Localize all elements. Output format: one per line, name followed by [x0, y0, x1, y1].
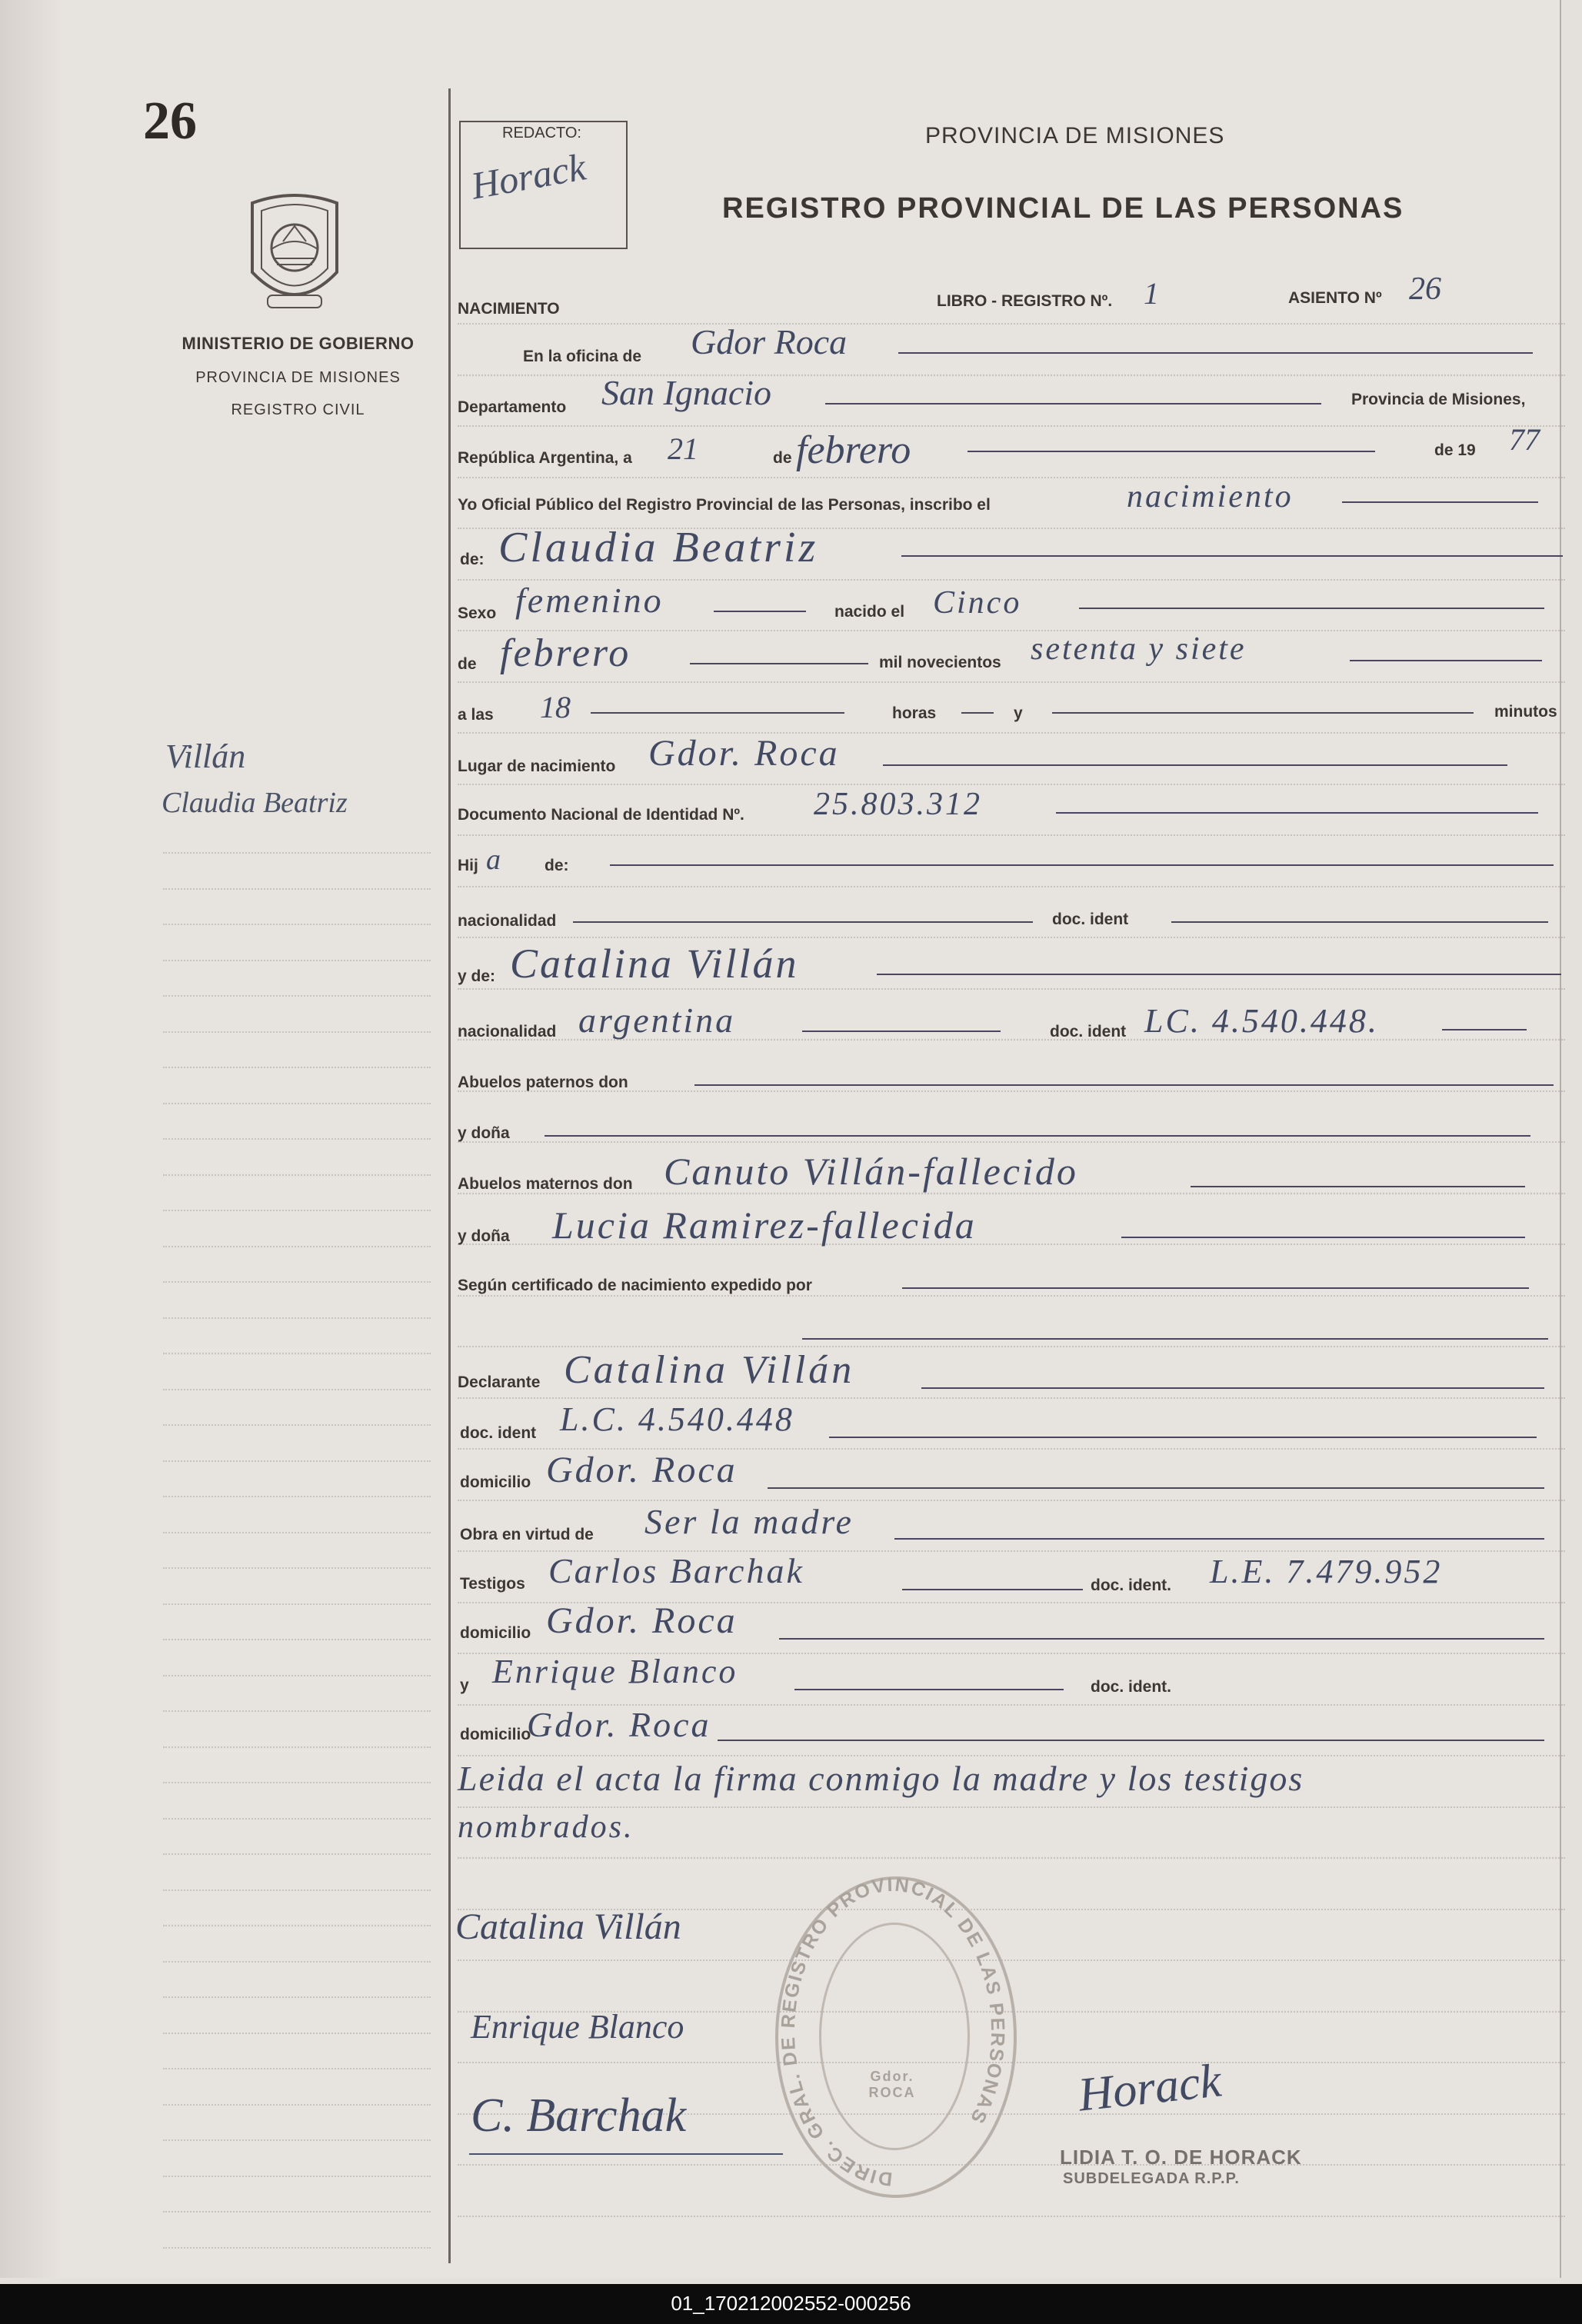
fill-line — [968, 451, 1375, 452]
ministry-office: REGISTRO CIVIL — [231, 401, 365, 418]
margin-ruled-line — [163, 960, 431, 961]
margin-ruled-line — [163, 2176, 431, 2177]
margin-ruled-line — [163, 924, 431, 925]
doc-declarante-value: L.C. 4.540.448 — [560, 1400, 794, 1438]
dni-value: 25.803.312 — [814, 787, 982, 822]
signature-witness-2: Enrique Blanco — [471, 2008, 684, 2046]
ministry-province: PROVINCIA DE MISIONES — [195, 369, 401, 386]
fill-line — [802, 1338, 1548, 1340]
fill-line — [591, 712, 844, 714]
fill-line — [694, 1084, 1554, 1086]
margin-ruled-line — [163, 1389, 431, 1390]
form-ruled-line — [458, 477, 1565, 478]
margin-ruled-line — [163, 1031, 431, 1033]
domicilio-testigo1-value: Gdor. Roca — [546, 1600, 738, 1641]
record-type-label: NACIMIENTO — [458, 300, 560, 318]
fill-line — [1056, 812, 1538, 814]
fill-line — [1079, 608, 1544, 609]
footer-file-id: 01_170212002552-000256 — [671, 2292, 911, 2315]
nombre-value: Claudia Beatriz — [498, 524, 819, 571]
form-ruled-line — [458, 1500, 1565, 1501]
birth-month-value: febrero — [500, 631, 631, 675]
declarante-value: Catalina Villán — [564, 1348, 855, 1392]
form-ruled-line — [458, 886, 1565, 887]
hours-value: 18 — [540, 690, 571, 724]
y-dona-materna-label: y doña — [458, 1227, 510, 1245]
declarante-label: Declarante — [458, 1373, 541, 1391]
domicilio-value: Gdor. Roca — [546, 1450, 738, 1490]
margin-ruled-line — [163, 2211, 431, 2212]
margin-ruled-line — [163, 2139, 431, 2141]
form-ruled-line — [458, 323, 1565, 325]
lugar-value: Gdor. Roca — [648, 733, 840, 774]
margin-ruled-line — [163, 1067, 431, 1068]
de-label: de — [773, 449, 792, 467]
official-title: SUBDELEGADA R.P.P. — [1063, 2170, 1240, 2187]
year-value: 77 — [1509, 422, 1540, 457]
birth-year-value: setenta y siete — [1031, 631, 1247, 667]
certificado-label: Según certificado de nacimiento expedido por — [458, 1277, 812, 1294]
margin-ruled-line — [163, 1746, 431, 1748]
margin-ruled-line — [163, 1281, 431, 1283]
form-ruled-line — [458, 937, 1565, 938]
fill-line — [877, 974, 1561, 975]
margin-ruled-line — [163, 1818, 431, 1820]
signature-witness-1: C. Barchak — [471, 2089, 687, 2142]
asiento-label: ASIENTO Nº — [1288, 289, 1382, 307]
testigos-label: Testigos — [460, 1575, 525, 1593]
page-number: 26 — [143, 92, 197, 151]
domicilio-testigo2-label: domicilio — [460, 1726, 531, 1743]
hija-de-label: de: — [545, 857, 569, 874]
margin-ruled-line — [163, 1925, 431, 1926]
margin-ruled-line — [163, 1996, 431, 1998]
form-ruled-line — [458, 1806, 1565, 1808]
form-ruled-line — [458, 1755, 1565, 1756]
margin-ruled-line — [163, 1424, 431, 1426]
form-ruled-line — [458, 988, 1565, 990]
doc-ident-testigo2-label: doc. ident. — [1091, 1678, 1171, 1696]
fill-line — [768, 1487, 1544, 1489]
lugar-label: Lugar de nacimiento — [458, 757, 616, 775]
margin-ruled-line — [163, 2247, 431, 2249]
margin-ruled-line — [163, 1567, 431, 1569]
fill-line — [902, 1287, 1529, 1289]
fill-line — [1342, 501, 1538, 503]
margin-ruled-line — [163, 1782, 431, 1783]
nacido-label: nacido el — [834, 603, 905, 621]
margin-ruled-line — [163, 1675, 431, 1676]
fill-line — [898, 352, 1533, 354]
obra-label: Obra en virtud de — [460, 1526, 594, 1543]
y-dona-label: y doña — [458, 1124, 510, 1142]
fill-line — [894, 1538, 1544, 1540]
margin-ruled-line — [163, 995, 431, 997]
svg-text:DIREC. GRAL. DE REGISTRO PROVI — [778, 1876, 1008, 2189]
fill-line — [1191, 1186, 1525, 1187]
fill-line — [921, 1387, 1544, 1389]
fill-line — [902, 1589, 1083, 1590]
madre-value: Catalina Villán — [510, 941, 799, 987]
margin-ruled-line — [163, 1138, 431, 1140]
sexo-value: femenino — [515, 581, 664, 620]
form-ruled-line — [458, 834, 1565, 836]
mil-novecientos-label: mil novecientos — [879, 654, 1001, 671]
fill-line — [1350, 660, 1542, 661]
redacto-signature: Horack — [468, 145, 589, 208]
margin-ruled-line — [163, 1460, 431, 1462]
fill-line — [825, 403, 1321, 405]
fill-line — [718, 1740, 1544, 1741]
closing-line-1: Leida el acta la firma conmigo la madre y los testigos — [458, 1759, 1304, 1798]
margin-ruled-line — [163, 1853, 431, 1855]
testigo1-value: Carlos Barchak — [548, 1551, 804, 1590]
fill-line — [794, 1689, 1064, 1690]
fill-line — [545, 1135, 1530, 1137]
hija-label: Hij — [458, 857, 478, 874]
doc-testigo1-value: L.E. 7.479.952 — [1210, 1553, 1443, 1590]
stamp-ring-text — [775, 1876, 1011, 2192]
day-value: 21 — [668, 431, 698, 466]
doc-ident-madre-label: doc. ident — [1050, 1023, 1127, 1040]
horas-label: horas — [892, 704, 937, 722]
fill-line — [779, 1638, 1544, 1640]
margin-ruled-line — [163, 1961, 431, 1963]
signature-mother: Catalina Villán — [455, 1906, 681, 1947]
oficial-statement-label: Yo Oficial Público del Registro Provincial de las Personas, inscribo el — [458, 496, 991, 514]
form-ruled-line — [458, 1959, 1565, 1961]
signature-official: Horack — [1075, 2054, 1224, 2122]
fill-line — [829, 1437, 1537, 1438]
doc-ident-declarante-label: doc. ident — [460, 1424, 537, 1442]
fill-line — [1442, 1029, 1527, 1030]
dni-label: Documento Nacional de Identidad Nº. — [458, 806, 744, 824]
domicilio-label: domicilio — [460, 1473, 531, 1491]
form-ruled-line — [458, 1397, 1565, 1399]
fill-line — [1052, 712, 1474, 714]
page-edge — [1560, 0, 1561, 2278]
margin-ruled-line — [163, 1317, 431, 1319]
domicilio-testigo2-value: Gdor. Roca — [527, 1705, 711, 1744]
doc-madre-value: LC. 4.540.448. — [1144, 1002, 1379, 1040]
asiento-value: 26 — [1409, 271, 1441, 307]
nacionalidad-madre-label: nacionalidad — [458, 1023, 557, 1040]
form-ruled-line — [458, 732, 1565, 734]
nombre-label: de: — [460, 551, 485, 568]
month-value: febrero — [796, 428, 911, 472]
oficina-label: En la oficina de — [523, 348, 642, 365]
hija-suffix: a — [486, 844, 501, 876]
departamento-label: Departamento — [458, 398, 567, 416]
margin-ruled-line — [163, 1174, 431, 1176]
margin-ruled-line — [163, 1103, 431, 1104]
header-registry-title: REGISTRO PROVINCIAL DE LAS PERSONAS — [722, 192, 1404, 225]
fill-line — [610, 864, 1554, 866]
y-label: y — [1014, 704, 1023, 722]
stamp-center-label: Gdor. ROCA — [868, 2069, 916, 2100]
departamento-value: San Ignacio — [601, 373, 772, 412]
fill-line — [1121, 1237, 1525, 1238]
inscribo-value: nacimiento — [1127, 479, 1294, 514]
margin-note-surname: Villán — [165, 737, 246, 775]
fill-line — [901, 555, 1563, 557]
minutos-label: minutos — [1494, 703, 1557, 721]
margin-ruled-line — [163, 888, 431, 890]
oficina-value: Gdor Roca — [691, 322, 848, 361]
margin-ruled-line — [163, 2068, 431, 2069]
closing-line-2: nombrados. — [458, 1810, 634, 1845]
fill-line — [961, 712, 994, 714]
fill-line — [714, 611, 806, 612]
y-de-label: y de: — [458, 967, 496, 985]
republica-label: República Argentina, a — [458, 449, 632, 467]
nacionalidad-label: nacionalidad — [458, 912, 557, 930]
y-testigo2-label: y — [460, 1676, 469, 1694]
form-ruled-line — [458, 1857, 1565, 1859]
abuela-materna-value: Lucia Ramirez-fallecida — [552, 1204, 977, 1247]
margin-ruled-line — [163, 852, 431, 854]
official-name: LIDIA T. O. DE HORACK — [1060, 2146, 1302, 2169]
form-ruled-line — [458, 1141, 1565, 1143]
obra-value: Ser la madre — [644, 1502, 854, 1541]
ministry-title: MINISTERIO DE GOBIERNO — [182, 334, 415, 353]
stamp-ring-label: DIREC. GRAL. DE REGISTRO PROVINCIAL DE LAS PERSONAS — [777, 1876, 1009, 2190]
page-binding-shadow — [0, 0, 62, 2278]
margin-ruled-line — [163, 1496, 431, 1497]
fill-line — [1171, 921, 1548, 923]
margin-note-given-names: Claudia Beatriz — [162, 787, 348, 819]
form-ruled-line — [458, 784, 1565, 785]
fill-line — [883, 764, 1507, 766]
libro-label: LIBRO - REGISTRO Nº. — [937, 292, 1113, 310]
fill-line — [573, 921, 1033, 923]
margin-ruled-line — [163, 1889, 431, 1891]
abuelos-maternos-label: Abuelos maternos don — [458, 1175, 633, 1193]
margin-ruled-line — [163, 1246, 431, 1247]
margin-ruled-line — [163, 2104, 431, 2106]
form-ruled-line — [458, 2216, 1565, 2217]
abuelos-paternos-label: Abuelos paternos don — [458, 1074, 628, 1091]
libro-value: 1 — [1144, 276, 1159, 311]
form-ruled-line — [458, 1295, 1565, 1297]
header-province: PROVINCIA DE MISIONES — [925, 123, 1225, 148]
margin-ruled-line — [163, 1353, 431, 1354]
margin-rule — [448, 88, 451, 2263]
year-prefix-label: de 19 — [1434, 441, 1476, 459]
doc-ident-testigo1-label: doc. ident. — [1091, 1577, 1171, 1594]
margin-ruled-line — [163, 1603, 431, 1605]
margin-ruled-line — [163, 1710, 431, 1712]
alas-label: a las — [458, 706, 494, 724]
form-ruled-line — [458, 2164, 1565, 2166]
margin-ruled-line — [163, 1210, 431, 1211]
nacionalidad-madre-value: argentina — [578, 1001, 736, 1040]
margin-ruled-line — [163, 2033, 431, 2034]
redacto-label: REDACTO: — [502, 125, 581, 142]
form-ruled-line — [458, 681, 1565, 683]
margin-ruled-line — [163, 1532, 431, 1533]
misiones-coat-of-arms-icon — [237, 188, 352, 317]
abuelo-materno-value: Canuto Villán-fallecido — [664, 1150, 1078, 1193]
margin-ruled-line — [163, 1639, 431, 1640]
doc-ident-label: doc. ident — [1052, 911, 1129, 928]
form-ruled-line — [458, 425, 1565, 427]
nacido-value: Cinco — [933, 585, 1022, 621]
fill-line — [802, 1030, 1001, 1032]
signature-underline — [469, 2153, 783, 2155]
testigo2-value: Enrique Blanco — [492, 1653, 738, 1690]
provincia-label: Provincia de Misiones, — [1351, 391, 1526, 408]
domicilio-testigo1-label: domicilio — [460, 1624, 531, 1642]
sexo-label: Sexo — [458, 604, 497, 622]
de-month-label: de — [458, 655, 477, 673]
fill-line — [690, 663, 868, 664]
